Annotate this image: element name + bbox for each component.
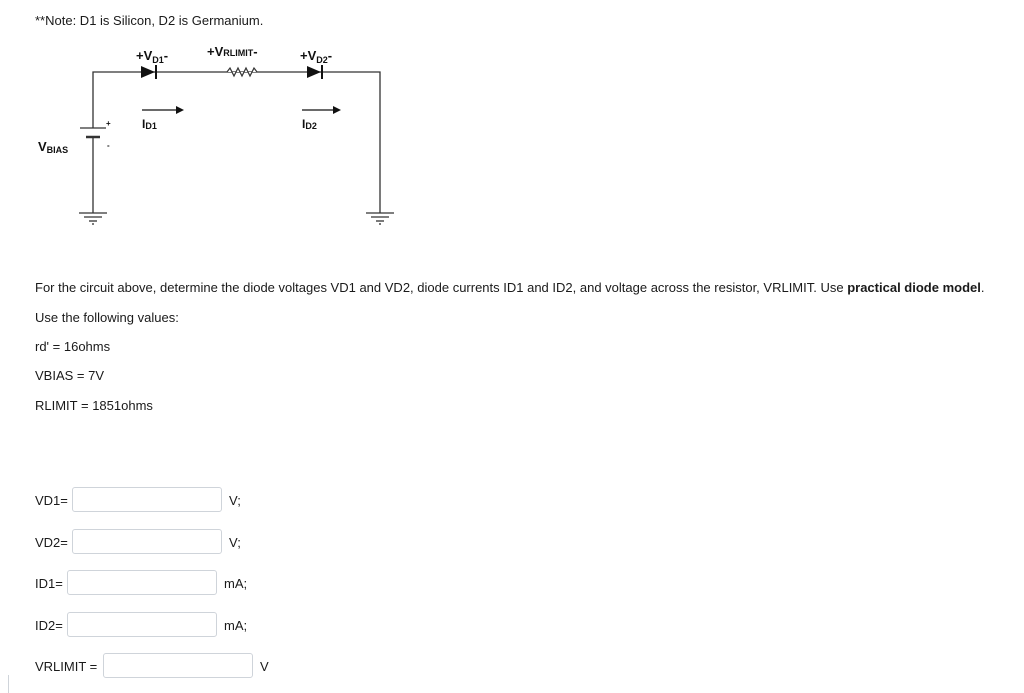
question-text-bold: practical diode model <box>847 280 981 295</box>
vrlimit-input[interactable] <box>103 653 253 678</box>
id2-arrow <box>302 106 341 114</box>
values-intro: Use the following values: <box>35 310 179 325</box>
id2-field-label: ID2= <box>35 618 63 633</box>
id1-input[interactable] <box>67 570 217 595</box>
vd2-field-label: VD2= <box>35 535 68 550</box>
vrlimit-label: +VRLIMIT- <box>207 44 258 59</box>
id2-input[interactable] <box>67 612 217 637</box>
vrlimit-field-label: VRLIMIT = <box>35 659 98 674</box>
ground-left-symbol <box>79 213 107 224</box>
diode-d1-symbol <box>141 65 156 79</box>
vd1-label: $+V_{D1}-$ <box>136 48 169 65</box>
id2-unit: mA; <box>224 618 248 633</box>
vd1-input[interactable] <box>72 487 222 512</box>
ground-right-symbol <box>366 213 394 224</box>
note-text: **Note: D1 is Silicon, D2 is Germanium. <box>35 13 264 28</box>
vbias-value: VBIAS = 7V <box>35 368 105 383</box>
question-text <box>35 280 984 295</box>
rd-value: rd' = 16ohms <box>35 339 111 354</box>
circuit-diagram <box>0 0 420 240</box>
battery-plus-sign: + <box>106 119 111 128</box>
id1-label: ID1 <box>142 117 157 131</box>
id1-arrow <box>142 106 184 114</box>
vd2-input[interactable] <box>72 529 222 554</box>
left-edge-divider <box>0 675 9 693</box>
question-text-end: . <box>980 280 985 295</box>
vrlimit-unit: V <box>260 659 269 674</box>
vd1-field-label: VD1= <box>35 493 68 508</box>
rlimit-value: RLIMIT = 1851ohms <box>35 398 153 413</box>
resistor-symbol <box>227 68 257 76</box>
id2-label: ID2 <box>302 117 317 131</box>
battery-minus-sign: - <box>107 141 110 150</box>
vbias-label: VBIAS <box>38 139 69 155</box>
diode-d2-symbol <box>307 65 322 79</box>
vd2-label: $+V_{D2}-$ <box>300 48 333 65</box>
circuit-wires <box>80 72 380 213</box>
id1-field-label: ID1= <box>35 576 63 591</box>
vd2-unit: V; <box>229 535 241 550</box>
id1-unit: mA; <box>224 576 248 591</box>
question-text-main: For the circuit above, determine the diode voltages VD1 and VD2, diode currents ID1 and ID2, and voltage across the resistor, VRLIMIT. Use <box>35 280 848 295</box>
vd1-unit: V; <box>229 493 241 508</box>
